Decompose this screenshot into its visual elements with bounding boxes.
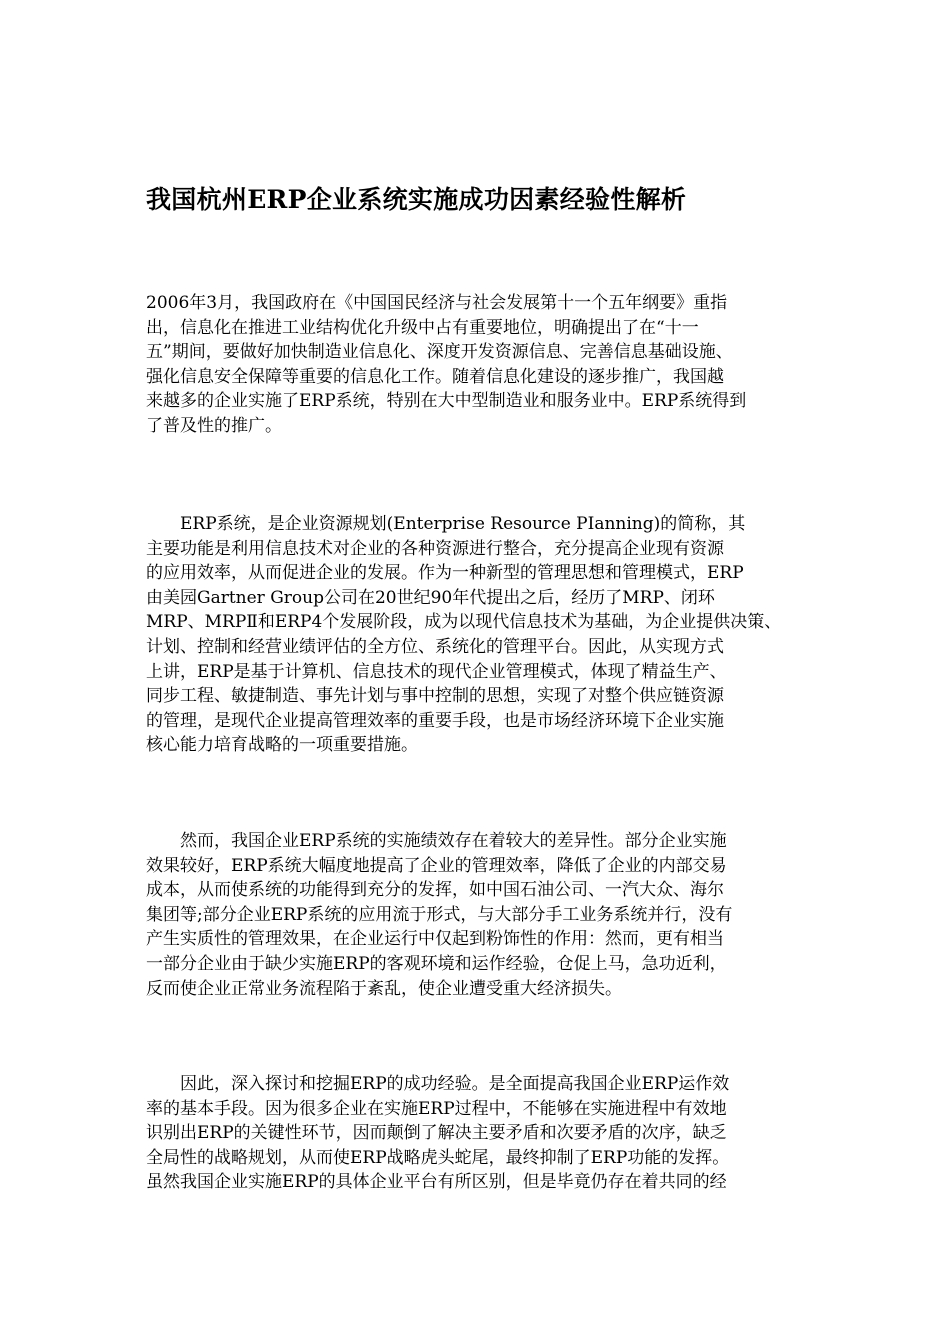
- text-line: ERP系统，是企业资源规划(Enterprise Resource PIanning)的简称，其: [146, 514, 746, 534]
- text-line: 计划、控制和经营业绩评估的全方位、系统化的管理平台。因此，从实现方式: [146, 636, 724, 657]
- text-line: 强化信息安全保障等重要的信息化工作。随着信息化建设的逐步推广，我国越: [146, 366, 724, 387]
- text-line: 核心能力培育战略的一项重要措施。: [146, 735, 418, 756]
- text-line: 的管理，是现代企业提高管理效率的重要手段，也是市场经济环境下企业实施: [146, 710, 724, 731]
- text-line: 主要功能是利用信息技术对企业的各种资源进行整合，充分提高企业现有资源: [146, 538, 724, 559]
- text-line: 效果较好，ERP系统大幅度地提高了企业的管理效率，降低了企业的内部交易: [146, 855, 727, 876]
- text-line: 上讲，ERP是基于计算机、信息技术的现代企业管理模式，体现了精益生产、: [146, 661, 727, 682]
- text-line: 虽然我国企业实施ERP的具体企业平台有所区别，但是毕竟仍存在着共同的经: [146, 1172, 727, 1193]
- text-line: 率的基本手段。因为很多企业在实施ERP过程中，不能够在实施进程中有效地: [146, 1098, 727, 1119]
- text-line: 同步工程、敏捷制造、事先计划与事中控制的思想，实现了对整个供应链资源: [146, 686, 724, 707]
- text-line: 因此，深入探讨和挖掘ERP的成功经验。是全面提高我国企业ERP运作效: [146, 1074, 730, 1094]
- paragraph-4: [146, 1072, 826, 1195]
- text-line: 然而，我国企业ERP系统的实施绩效存在着较大的差异性。部分企业实施: [146, 831, 727, 851]
- text-line: 由美园Gartner Group公司在20世纪90年代提出之后，经历了MRP、闭环: [146, 587, 715, 608]
- text-line: 的应用效率，从而促进企业的发展。作为一种新型的管理思想和管理模式，ERP: [146, 563, 744, 584]
- text-line: 集团等;部分企业ERP系统的应用流于形式，与大部分手工业务系统并行，没有: [146, 904, 733, 925]
- paragraph-3: [146, 829, 826, 1001]
- text-line: 了普及性的推广。: [146, 415, 282, 436]
- text-line: 识别出ERP的关键性环节，因而颠倒了解决主要矛盾和次要矛盾的次序，缺乏: [146, 1123, 727, 1144]
- text-line: 五”期间，要做好加快制造业信息化、深度开发资源信息、完善信息基础设施、: [146, 342, 733, 363]
- text-line: 反而使企业正常业务流程陷于紊乱，使企业遭受重大经济损失。: [146, 978, 622, 999]
- text-line: 产生实质性的管理效果，在企业运行中仅起到粉饰性的作用：然而，更有相当: [146, 929, 724, 950]
- text-line: 2006年3月，我国政府在《中国国民经济与社会发展第十一个五年纲要》重指: [146, 293, 728, 313]
- text-line: 一部分企业由于缺少实施ERP的客观环境和运作经验，仓促上马，急功近利，: [146, 953, 727, 974]
- document-title: 我国杭州ERP企业系统实施成功因素经验性解析: [146, 185, 687, 214]
- text-line: 出，信息化在推进工业结构优化升级中占有重要地位，明确提出了在“十一: [146, 317, 699, 338]
- text-line: 成本，从而使系统的功能得到充分的发挥，如中国石油公司、一汽大众、海尔: [146, 880, 724, 901]
- paragraph-1: [146, 291, 826, 439]
- paragraph-2: [146, 512, 826, 758]
- text-line: MRP、MRPⅡ和ERP4个发展阶段，成为以现代信息技术为基础，为企业提供决策、: [146, 612, 782, 633]
- text-line: 全局性的战略规划，从而使ERP战略虎头蛇尾，最终抑制了ERP功能的发挥。: [146, 1147, 730, 1168]
- text-line: 来越多的企业实施了ERP系统，特别在大中型制造业和服务业中。ERP系统得到: [146, 391, 747, 412]
